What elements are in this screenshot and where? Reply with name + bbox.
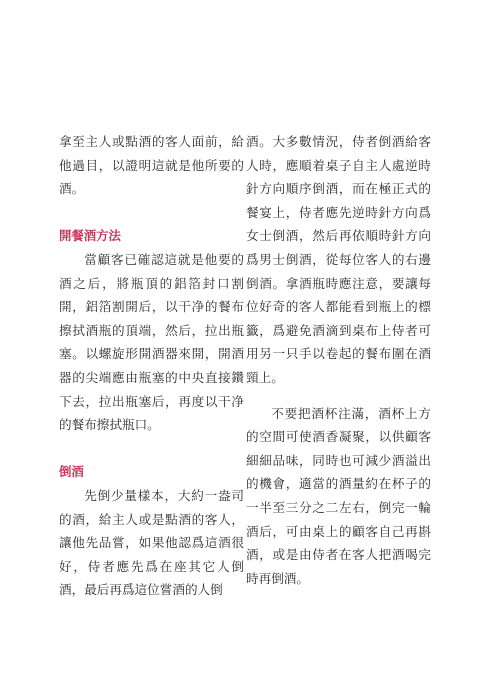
glass-fill-paragraph: 不要把酒杯注滿，酒杯上方的空間可使酒香凝聚，以供顧客細細品味，同時也可減少酒溢出的機會，適當的酒量約在杯子的一半至三分之二左右，倒完一輪酒后，可由桌上的顧客自己再斟酒，或是由侍者在客人把酒喝完時再倒酒。 (246, 405, 431, 586)
left-column (59, 130, 244, 602)
section-heading-pour-wine: 倒酒 (59, 464, 84, 480)
right-column (246, 130, 431, 590)
section-heading-open-wine: 開餐酒方法 (59, 228, 121, 244)
intro-paragraph: 拿至主人或點酒的客人面前，給他過目，以證明這就是他所要的酒。 (59, 134, 244, 197)
spacer (59, 201, 244, 225)
pouring-order-paragraph: 酒。大多數情況，侍者倒酒給客人時，應順着桌子自主人處逆時針方向順序倒酒，而在極正式的餐宴上，侍者應先逆時針方向爲女士倒酒，然后再依順時針方向爲男士倒酒，從每位客人的右邊倒酒。拿酒瓶時應注意，要讓每位好奇的客人都能看到瓶上的標籤，爲避免酒滴到桌布上侍者可用另一只手以卷起的餐布圍在酒頸上。 (246, 134, 431, 385)
open-wine-paragraph: 當顧客已確認這就是他要的酒之后，將瓶頂的鋁箔封口割開，鋁箔割開后，以干净的餐布擦拭酒瓶的頂端，然后，拉出瓶塞。以螺旋形開酒器來開，開酒器的尖端應由瓶塞的中央直接鑽下去，拉出瓶塞后，再度以干净的餐布擦拭瓶口。 (59, 251, 244, 433)
spacer (59, 437, 244, 461)
spacer (246, 390, 431, 402)
pour-wine-paragraph: 先倒少量樣本，大約一盎司的酒，給主人或是點酒的客人，讓他先品嘗，如果他認爲這酒很好，侍者應先爲在座其它人倒酒，最后再爲這位嘗酒的人倒 (59, 487, 244, 598)
